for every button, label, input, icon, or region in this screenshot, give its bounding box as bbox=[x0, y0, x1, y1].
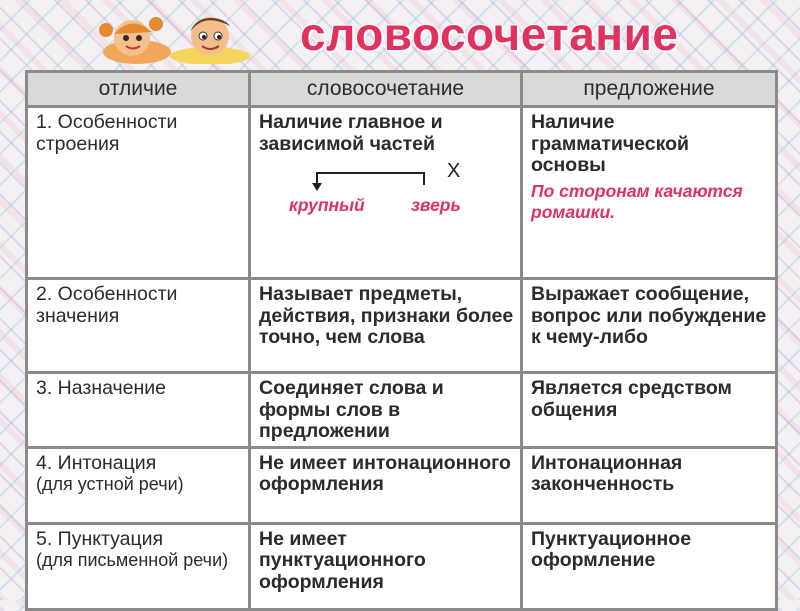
table-row bbox=[27, 279, 777, 373]
feature-note: (для устной речи) bbox=[36, 474, 184, 494]
sentence-text: Наличие грамматической основы bbox=[531, 111, 690, 176]
feature-cell bbox=[27, 523, 250, 609]
table-row bbox=[27, 447, 777, 523]
feature-note: (для письменной речи) bbox=[36, 550, 229, 570]
table-row bbox=[27, 107, 777, 279]
phrase-cell bbox=[250, 107, 522, 279]
feature-label: 2. Особенности значения bbox=[36, 283, 178, 327]
feature-cell bbox=[27, 107, 250, 279]
sentence-cell: Интонационная законченность bbox=[522, 447, 777, 523]
sentence-cell: Выражает сообщение, вопрос или побуждение к чему-либо bbox=[522, 279, 777, 373]
header-phrase: словосочетание bbox=[250, 72, 522, 107]
phrase-cell: Не имеет пунктуационного оформления bbox=[250, 523, 522, 609]
table-row bbox=[27, 373, 777, 448]
table-row bbox=[27, 523, 777, 609]
example-dependent-word: зверь bbox=[411, 195, 461, 215]
example-main-word: крупный bbox=[289, 195, 365, 215]
sentence-cell: Является средством общения bbox=[522, 373, 777, 448]
page-title: словосочетание bbox=[300, 8, 679, 60]
feature-label: 5. Пунктуация bbox=[36, 527, 164, 550]
feature-label: 4. Интонация bbox=[36, 451, 157, 474]
children-illustration bbox=[92, 8, 264, 64]
phrase-text: Наличие главное и зависимой частей bbox=[259, 111, 443, 155]
feature-cell bbox=[27, 447, 250, 523]
header-feature: отличие bbox=[27, 72, 250, 107]
dependency-arrow-icon bbox=[259, 161, 459, 195]
sentence-cell bbox=[522, 107, 777, 279]
header-sentence: предложение bbox=[522, 72, 777, 107]
phrase-example bbox=[259, 161, 514, 215]
sentence-cell: Пунктуационное оформление bbox=[522, 523, 777, 609]
phrase-cell: Соединяет слова и формы слов в предложении bbox=[250, 373, 522, 448]
sentence-example: По сторонам качаются ромашки. bbox=[531, 180, 743, 222]
feature-label: 3. Назначение bbox=[36, 377, 167, 399]
feature-label: 1. Особенности строения bbox=[36, 111, 178, 155]
phrase-cell: Не имеет интонационного оформления bbox=[250, 447, 522, 523]
main-word-mark: Х bbox=[447, 160, 461, 182]
feature-cell bbox=[27, 279, 250, 373]
feature-cell bbox=[27, 373, 250, 448]
phrase-cell: Называет предметы, действия, признаки более точно, чем слова bbox=[250, 279, 522, 373]
table-header-row bbox=[27, 72, 777, 107]
comparison-table bbox=[25, 70, 778, 611]
